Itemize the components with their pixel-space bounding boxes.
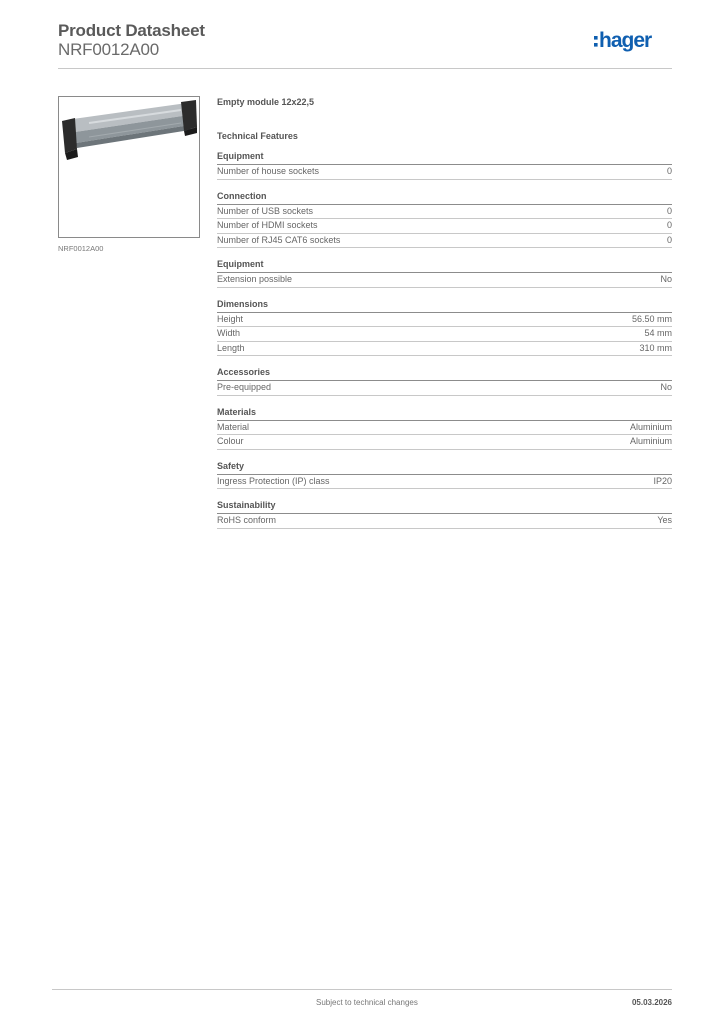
group-title: Equipment bbox=[217, 259, 672, 273]
footer-note: Subject to technical changes bbox=[316, 998, 418, 1007]
group-title: Sustainability bbox=[217, 500, 672, 514]
feature-row bbox=[217, 435, 672, 450]
group-title: Materials bbox=[217, 407, 672, 421]
feature-label: Number of house sockets bbox=[217, 166, 320, 176]
feature-value: IP20 bbox=[653, 475, 672, 486]
feature-value: 0 bbox=[666, 220, 672, 230]
group-title: Connection bbox=[217, 191, 672, 205]
feature-group bbox=[217, 191, 672, 249]
feature-group bbox=[217, 151, 672, 180]
feature-value: No bbox=[660, 274, 672, 284]
feature-group bbox=[217, 367, 672, 396]
feature-row bbox=[217, 165, 672, 180]
product-code: NRF0012A00 bbox=[58, 40, 160, 59]
group-title: Safety bbox=[217, 461, 672, 475]
feature-value: 0 bbox=[666, 234, 672, 245]
svg-text:hager: hager bbox=[599, 29, 652, 52]
feature-value: 56.50 mm bbox=[631, 313, 672, 324]
feature-row bbox=[217, 219, 672, 234]
feature-label: Length bbox=[217, 342, 245, 353]
footer-date: 05.03.2026 bbox=[631, 998, 672, 1007]
feature-row bbox=[217, 327, 672, 342]
feature-value: 54 mm bbox=[644, 328, 672, 338]
feature-value: 0 bbox=[666, 166, 672, 176]
feature-value: Aluminium bbox=[629, 421, 672, 432]
feature-label: Material bbox=[217, 421, 250, 432]
header-divider bbox=[58, 68, 672, 69]
feature-label: Width bbox=[217, 328, 241, 338]
group-title: Equipment bbox=[217, 151, 672, 165]
feature-value: 310 mm bbox=[639, 342, 672, 353]
image-caption: NRF0012A00 bbox=[58, 244, 104, 253]
feature-group bbox=[217, 299, 672, 357]
feature-row bbox=[217, 514, 672, 529]
product-image bbox=[58, 96, 200, 238]
footer-divider bbox=[52, 989, 672, 990]
cable-duct-module-illustration bbox=[59, 97, 199, 237]
feature-value: Aluminium bbox=[629, 436, 672, 446]
feature-label: Height bbox=[217, 313, 244, 324]
feature-value: Yes bbox=[657, 515, 672, 525]
feature-row bbox=[217, 234, 672, 249]
feature-group bbox=[217, 461, 672, 490]
feature-row bbox=[217, 313, 672, 328]
group-title: Dimensions bbox=[217, 299, 672, 313]
group-title: Accessories bbox=[217, 367, 672, 381]
feature-label: Number of USB sockets bbox=[217, 205, 314, 216]
feature-label: Extension possible bbox=[217, 274, 293, 284]
feature-group bbox=[217, 259, 672, 288]
feature-row bbox=[217, 205, 672, 220]
feature-groups bbox=[217, 151, 672, 529]
feature-row bbox=[217, 342, 672, 357]
feature-value: 0 bbox=[666, 205, 672, 216]
product-name: Empty module 12x22,5 bbox=[217, 97, 315, 107]
feature-group bbox=[217, 500, 672, 529]
feature-group bbox=[217, 407, 672, 450]
feature-row bbox=[217, 381, 672, 396]
feature-row bbox=[217, 475, 672, 490]
page-header bbox=[58, 20, 672, 68]
feature-label: RoHS conform bbox=[217, 515, 277, 525]
hager-logo bbox=[592, 27, 672, 55]
feature-label: Number of HDMI sockets bbox=[217, 220, 318, 230]
feature-label: Colour bbox=[217, 436, 244, 446]
feature-row bbox=[217, 273, 672, 288]
feature-value: No bbox=[660, 382, 672, 392]
feature-row bbox=[217, 421, 672, 436]
technical-features-heading: Technical Features bbox=[217, 131, 298, 141]
feature-label: Pre-equipped bbox=[217, 382, 272, 392]
feature-label: Number of RJ45 CAT6 sockets bbox=[217, 234, 341, 245]
page-title: Product Datasheet bbox=[58, 21, 205, 40]
feature-label: Ingress Protection (IP) class bbox=[217, 475, 330, 486]
datasheet-content bbox=[217, 96, 672, 540]
